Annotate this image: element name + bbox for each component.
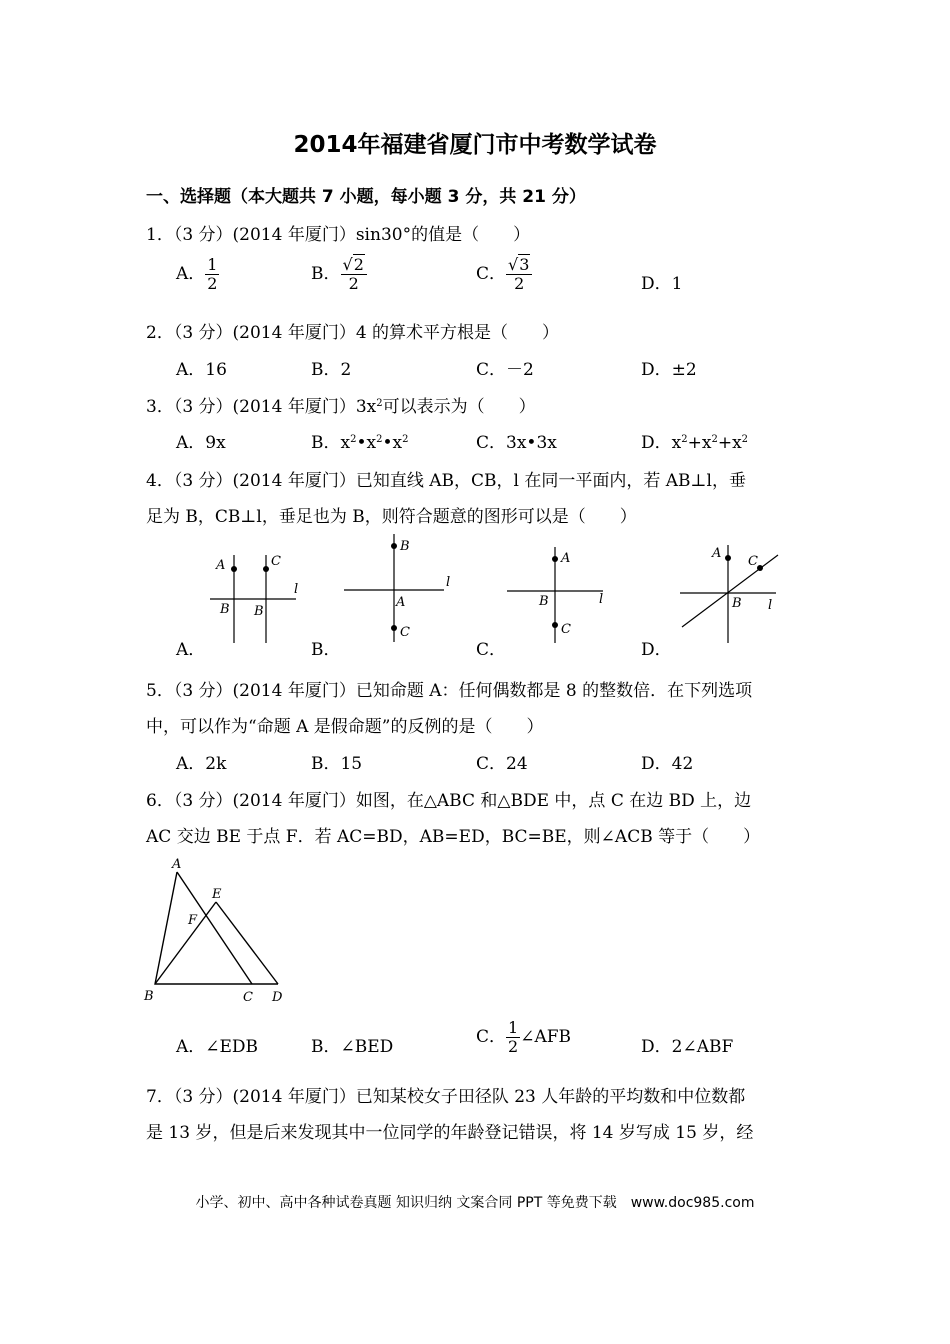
svg-text:l: l (768, 598, 773, 613)
page-footer: 小学、初中、高中各种试卷真题 知识归纳 文案合同 PPT 等免费下载 www.doc985.com (195, 1195, 755, 1211)
q4-figure-c (503, 545, 613, 645)
question-6-line-1: 6．（3 分）(2014 年厦门）如图，在△ABC 和△BDE 中，点 C 在边 BD 上，边 (146, 791, 752, 811)
q3-option-d: D．$x^2+x^2+x^2$ (641, 433, 749, 453)
question-4-line-2: 足为 B，CB⊥l，垂足也为 B，则符合题意的图形可以是（ ） (146, 507, 637, 527)
svg-text:C: C (561, 622, 571, 637)
svg-text:C: C (271, 554, 281, 569)
denominator: 2 (207, 274, 218, 293)
q6-option-b: B．∠BED (311, 1037, 394, 1057)
svg-text:C: C (400, 625, 410, 640)
question-7-line-1: 7．（3 分）(2014 年厦门）已知某校女子田径队 23 人年龄的平均数和中位数都 (146, 1087, 746, 1107)
svg-text:B: B (539, 594, 549, 609)
numerator: 1 (207, 255, 218, 274)
question-7-line-2: 是 13 岁，但是后来发现其中一位同学的年龄登记错误，将 14 岁写成 15 岁，经 (146, 1123, 754, 1143)
svg-text:A: A (172, 857, 182, 872)
q6-option-c: C． $\frac{1}{2}$ ∠AFB (476, 1018, 572, 1056)
svg-text:E: E (212, 887, 222, 902)
sqrt-icon: √2 (342, 255, 364, 274)
svg-text:A: A (396, 595, 406, 610)
fraction (205, 257, 219, 292)
fraction (341, 257, 367, 292)
svg-text:B: B (254, 604, 264, 619)
option-label: C． (476, 264, 507, 284)
q2-option-c: C．－2 (476, 360, 534, 380)
q2-option-a: A．16 (176, 360, 227, 380)
q6-option-a: A．∠EDB (176, 1037, 259, 1057)
q2-option-b: B．2 (311, 360, 352, 380)
q5-option-c: C．24 (476, 754, 528, 774)
q1-option-c (476, 257, 532, 292)
svg-text:A: A (216, 558, 226, 573)
q3-option-c: C．3x•3x (476, 433, 557, 453)
fraction: $\frac{1}{2}$ (508, 1018, 519, 1056)
svg-text:B: B (732, 596, 742, 611)
denominator: 2 (348, 274, 359, 293)
svg-text:D: D (272, 990, 283, 1005)
section-heading: 一、选择题（本大题共 7 小题，每小题 3 分，共 21 分） (146, 187, 586, 207)
q4-option-d: D． (641, 640, 672, 660)
svg-text:l: l (599, 592, 604, 607)
q2-option-d: D．±2 (641, 360, 697, 380)
svg-text:A: A (561, 551, 571, 566)
svg-text:A: A (712, 546, 722, 561)
q4-figure-b (338, 532, 458, 644)
question-4-line-1: 4．（3 分）(2014 年厦门）已知直线 AB，CB，l 在同一平面内，若 AB⊥l，垂 (146, 471, 746, 491)
q5-option-a: A．2k (176, 754, 227, 774)
option-label: A． (176, 264, 206, 284)
sqrt-icon: √3 (508, 255, 530, 274)
q6-option-d: D．2∠ABF (641, 1037, 734, 1057)
q4-option-a: A． (176, 640, 206, 660)
q4-figure-a (200, 545, 310, 645)
question-1: 1．（3 分）(2014 年厦门）sin30°的值是（ ） (146, 225, 531, 245)
question-6-line-2: AC 交边 BE 于点 F．若 AC=BD，AB=ED，BC=BE，则∠ACB 等于（ ） (146, 827, 761, 847)
fraction (506, 257, 532, 292)
option-label: B． (311, 264, 341, 284)
svg-text:l: l (294, 582, 299, 597)
question-5-line-1: 5．（3 分）(2014 年厦门）已知命题 A：任何偶数都是 8 的整数倍．在下列选项 (146, 681, 753, 701)
q5-option-b: B．15 (311, 754, 363, 774)
svg-text:l: l (446, 575, 451, 590)
q1-option-b (311, 257, 367, 292)
svg-text:F: F (188, 913, 198, 928)
q4-option-c: C． (476, 640, 507, 660)
q6-triangle-figure (140, 852, 295, 1007)
svg-text:B: B (144, 989, 154, 1004)
svg-text:B: B (400, 539, 410, 554)
q3-option-b: B．$x^2•x^2•x^2$ (311, 433, 409, 453)
q3-option-a: A．9x (176, 433, 226, 453)
q4-option-b: B． (311, 640, 341, 660)
denominator: 2 (514, 274, 525, 293)
q1-option-d: D．1 (641, 274, 683, 294)
question-3: 3．（3 分）(2014 年厦门）$3x^2$可以表示为（ ） (146, 397, 536, 417)
svg-text:B: B (220, 602, 230, 617)
q5-option-d: D．42 (641, 754, 694, 774)
q1-option-a (176, 257, 219, 292)
svg-text:C: C (243, 990, 253, 1005)
question-2: 2．（3 分）(2014 年厦门）4 的算术平方根是（ ） (146, 323, 560, 343)
question-5-line-2: 中，可以作为“命题 A 是假命题”的反例的是（ ） (146, 717, 544, 737)
svg-text:C: C (748, 554, 758, 569)
page-title: 2014年福建省厦门市中考数学试卷 (293, 132, 657, 158)
q4-figure-d (676, 543, 788, 645)
